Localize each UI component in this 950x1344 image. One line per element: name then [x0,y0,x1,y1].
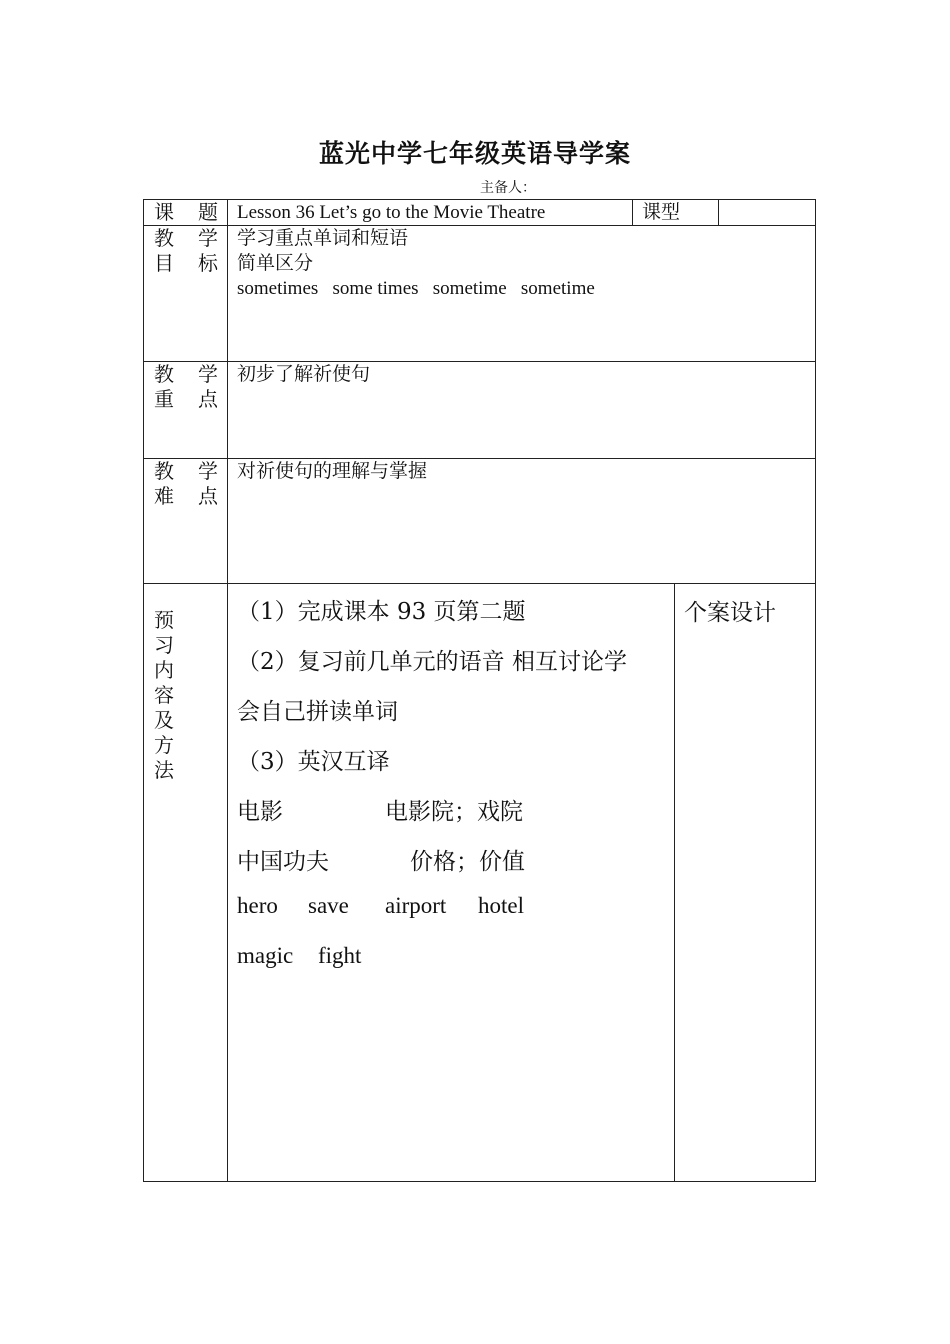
goals-label-line1 [154,226,218,251]
label-char: 点 [198,387,218,411]
topic-value: Lesson 36 Let’s go to the Movie Theatre [237,202,546,223]
preview-item: （3）英汉互译 [237,749,390,775]
label-char: 课 [154,200,174,224]
topic-label [154,200,218,225]
vocab-en: hero [237,893,278,918]
label-char: 学 [198,362,218,386]
side-label: 个案设计 [684,600,776,626]
vocab-cn: 电影院；戏院 [385,799,523,825]
preview-item: （1）完成课本 93 页第二题 [237,599,526,625]
preview-item: （2）复习前几单元的语音 相互讨论学 [237,649,627,675]
label-char: 教 [154,459,174,483]
difficulties-label-line1 [154,459,218,484]
preparer-label: 主备人： [480,180,536,196]
vocab-en: fight [318,943,362,968]
key-points-text: 初步了解祈使句 [237,363,371,385]
goals-line: sometimes some times sometime sometime [237,278,595,299]
goals-label-line2 [154,251,218,276]
vocab-en: magic [237,943,294,968]
label-char: 点 [198,484,218,508]
type-label: 课型 [642,201,681,223]
vocab-en: save [308,893,349,918]
label-char: 目 [154,251,174,275]
vocab-en: airport [385,893,447,918]
vocab-cn: 电影 [237,799,283,825]
vocab-en: hotel [478,893,524,918]
label-char: 难 [154,484,174,508]
label-char: 教 [154,226,174,250]
label-char: 学 [198,459,218,483]
page-title: 蓝光中学七年级英语导学案 [318,139,631,168]
vocab-cn: 中国功夫 [237,849,329,875]
cell-divider [674,583,675,1182]
label-char: 教 [154,362,174,386]
goals-line: 简单区分 [237,252,314,274]
preview-label: 预习内容及方法 [154,608,174,782]
label-char: 重 [154,387,174,411]
key-points-label-line1 [154,362,218,387]
difficulties-label-line2 [154,484,218,509]
label-char: 学 [198,226,218,250]
cell-divider [632,199,633,226]
preview-item: 会自己拼读单词 [237,699,398,725]
goals-line: 学习重点单词和短语 [237,227,409,249]
vocab-cn: 价格；价值 [410,849,525,875]
key-points-label-line2 [154,387,218,412]
cell-divider [718,199,719,226]
label-char: 标 [198,251,218,275]
difficulties-text: 对祈使句的理解与掌握 [237,460,428,482]
label-char: 题 [198,200,218,224]
